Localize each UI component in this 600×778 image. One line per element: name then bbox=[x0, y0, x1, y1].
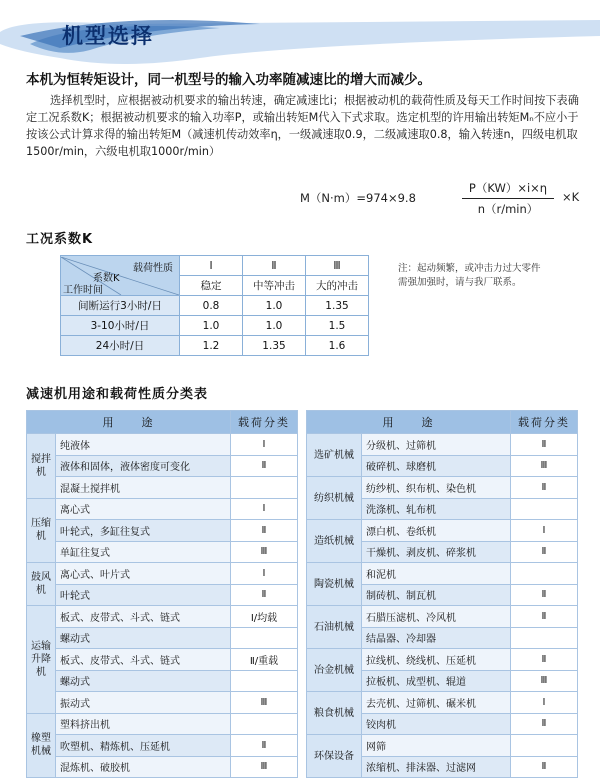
category-cell: 石油机械 bbox=[307, 606, 362, 649]
load-class-cell: Ⅱ bbox=[231, 735, 298, 757]
k-value: 1.0 bbox=[180, 316, 243, 336]
load-class-cell: Ⅱ bbox=[231, 520, 298, 542]
load-class-cell: Ⅰ/均载 bbox=[231, 606, 298, 628]
level-numeral: Ⅰ bbox=[180, 256, 243, 276]
use-cell: 网筛 bbox=[362, 735, 511, 757]
table-row bbox=[27, 541, 298, 563]
load-class-cell bbox=[511, 563, 578, 585]
category-cell: 橡塑机械 bbox=[27, 713, 56, 778]
category-cell: 冶金机械 bbox=[307, 649, 362, 692]
k-table-note: 注：起动频繁，或冲击力过大零件需强加强时，请与我厂联系。 bbox=[398, 263, 541, 288]
use-cell: 叶轮式，多缸往复式 bbox=[56, 520, 231, 542]
diag-label-k: 系数K bbox=[93, 272, 120, 284]
k-factor-table bbox=[60, 255, 369, 356]
use-cell: 离心式 bbox=[56, 498, 231, 520]
load-class-cell: Ⅲ bbox=[231, 692, 298, 714]
class-table-left bbox=[26, 410, 298, 778]
class-table-right bbox=[306, 410, 578, 778]
k-table-corner bbox=[61, 256, 180, 296]
column-header-load: 载荷分类 bbox=[231, 411, 298, 434]
table-row bbox=[61, 336, 369, 356]
table-row bbox=[27, 713, 298, 735]
diag-label-time: 工作时间 bbox=[63, 284, 103, 295]
use-cell: 离心式、叶片式 bbox=[56, 563, 231, 585]
column-header-use: 用 途 bbox=[27, 411, 231, 434]
use-cell: 混凝土搅拌机 bbox=[56, 477, 231, 499]
use-cell: 单缸往复式 bbox=[56, 541, 231, 563]
load-class-cell bbox=[231, 670, 298, 692]
level-name: 大的冲击 bbox=[306, 276, 369, 296]
use-cell: 分级机、过筛机 bbox=[362, 434, 511, 456]
row-label: 间断运行3小时/日 bbox=[61, 296, 180, 316]
table-row bbox=[307, 649, 578, 671]
level-name: 稳定 bbox=[180, 276, 243, 296]
headline: 本机为恒转矩设计，同一机型号的输入功率随减速比的增大而减少。 bbox=[26, 72, 431, 88]
category-cell: 选矿机械 bbox=[307, 434, 362, 477]
load-class-cell: Ⅱ bbox=[511, 606, 578, 628]
load-class-cell: Ⅱ bbox=[511, 584, 578, 606]
table-row bbox=[27, 692, 298, 714]
intro-paragraph: 选择机型时，应根据被动机要求的输出转速，确定减速比i；根据被动机的载荷性质及每天工作时间按下表确定工况系数K；根据被动机要求的输入功率P，或输出转矩M代入下式求取。选定机型的许用输出转矩Mₙ不应小于按该公式计算求得的输出转矩M（减速机传动效率η，一级减速取0.9，二级减速取0.8，输入转速n，四级电机取1500r/min，六级电机取1000r/min） bbox=[26, 94, 579, 158]
use-cell: 制砖机、制瓦机 bbox=[362, 584, 511, 606]
load-class-cell: Ⅱ bbox=[511, 649, 578, 671]
table-row bbox=[307, 563, 578, 585]
table-row bbox=[27, 584, 298, 606]
load-class-cell bbox=[231, 477, 298, 499]
table-row bbox=[61, 316, 369, 336]
formula-lhs: M（N·m）=974×9.8 bbox=[300, 191, 416, 205]
use-cell: 拉线机、绕线机、压延机 bbox=[362, 649, 511, 671]
category-cell: 粮食机械 bbox=[307, 692, 362, 735]
category-cell: 鼓风机 bbox=[27, 563, 56, 606]
k-value: 1.6 bbox=[306, 336, 369, 356]
load-class-cell bbox=[511, 498, 578, 520]
category-cell: 纺织机械 bbox=[307, 477, 362, 520]
use-cell: 破碎机、球磨机 bbox=[362, 455, 511, 477]
k-value: 1.0 bbox=[243, 296, 306, 316]
use-cell: 液体和固体，液体密度可变化 bbox=[56, 455, 231, 477]
load-class-cell: Ⅱ bbox=[511, 477, 578, 499]
use-cell: 板式、皮带式、斗式、链式 bbox=[56, 649, 231, 671]
table-row bbox=[27, 520, 298, 542]
use-cell: 干燥机、剥皮机、碎浆机 bbox=[362, 541, 511, 563]
table-row bbox=[27, 606, 298, 628]
load-class-cell bbox=[231, 713, 298, 735]
table-row bbox=[61, 296, 369, 316]
table-row bbox=[27, 434, 298, 456]
category-cell: 压缩机 bbox=[27, 498, 56, 563]
formula-rhs: ×K bbox=[562, 190, 580, 204]
use-cell: 拉板机、成型机、辊道 bbox=[362, 670, 511, 692]
load-class-cell bbox=[511, 627, 578, 649]
torque-formula bbox=[300, 180, 590, 216]
use-cell: 浓缩机、排沫器、过滤网 bbox=[362, 756, 511, 778]
load-class-cell: Ⅰ bbox=[231, 563, 298, 585]
use-cell: 吹塑机、精炼机、压延机 bbox=[56, 735, 231, 757]
diag-label-load: 载荷性质 bbox=[133, 262, 173, 274]
use-cell: 漂白机、卷纸机 bbox=[362, 520, 511, 542]
use-cell: 结晶器、冷却器 bbox=[362, 627, 511, 649]
column-header-load: 载荷分类 bbox=[511, 411, 578, 434]
table-row bbox=[307, 606, 578, 628]
load-class-cell: Ⅱ bbox=[511, 541, 578, 563]
table-row bbox=[307, 735, 578, 757]
load-class-cell: Ⅲ bbox=[511, 455, 578, 477]
category-cell: 搅拌机 bbox=[27, 434, 56, 499]
table-row bbox=[27, 477, 298, 499]
level-name: 中等冲击 bbox=[243, 276, 306, 296]
load-class-cell bbox=[511, 735, 578, 757]
category-cell: 陶瓷机械 bbox=[307, 563, 362, 606]
table-row bbox=[27, 756, 298, 778]
load-class-cell: Ⅱ bbox=[231, 584, 298, 606]
k-value: 1.35 bbox=[306, 296, 369, 316]
load-class-cell: Ⅰ bbox=[231, 434, 298, 456]
table-row bbox=[27, 498, 298, 520]
use-cell: 和泥机 bbox=[362, 563, 511, 585]
table-row bbox=[307, 692, 578, 714]
load-class-cell: Ⅱ bbox=[511, 434, 578, 456]
table-row bbox=[27, 649, 298, 671]
formula-denominator: n（r/min） bbox=[477, 202, 539, 216]
k-value: 1.5 bbox=[306, 316, 369, 336]
use-cell: 振动式 bbox=[56, 692, 231, 714]
level-numeral: Ⅲ bbox=[306, 256, 369, 276]
load-class-cell bbox=[231, 627, 298, 649]
use-cell: 纯液体 bbox=[56, 434, 231, 456]
load-class-cell: Ⅲ bbox=[231, 541, 298, 563]
table-row bbox=[27, 670, 298, 692]
category-cell: 造纸机械 bbox=[307, 520, 362, 563]
use-cell: 螺动式 bbox=[56, 627, 231, 649]
load-class-cell: Ⅰ bbox=[511, 692, 578, 714]
use-cell: 叶轮式 bbox=[56, 584, 231, 606]
k-value: 0.8 bbox=[180, 296, 243, 316]
formula-numerator: P（KW）×i×η bbox=[462, 180, 554, 199]
load-class-cell: Ⅲ bbox=[231, 756, 298, 778]
k-value: 1.35 bbox=[243, 336, 306, 356]
load-class-cell: Ⅱ bbox=[511, 756, 578, 778]
use-cell: 塑料挤出机 bbox=[56, 713, 231, 735]
row-label: 3-10小时/日 bbox=[61, 316, 180, 336]
category-cell: 环保设备 bbox=[307, 735, 362, 778]
k-value: 1.2 bbox=[180, 336, 243, 356]
table-row bbox=[27, 735, 298, 757]
load-class-cell: Ⅱ bbox=[511, 713, 578, 735]
k-value: 1.0 bbox=[243, 316, 306, 336]
use-cell: 石腊压滤机、冷风机 bbox=[362, 606, 511, 628]
load-class-cell: Ⅱ bbox=[231, 455, 298, 477]
page-title: 机型选择 bbox=[62, 24, 154, 48]
use-cell: 纺纱机、织布机、染色机 bbox=[362, 477, 511, 499]
table-row bbox=[27, 627, 298, 649]
use-cell: 板式、皮带式、斗式、链式 bbox=[56, 606, 231, 628]
use-cell: 洗涤机、轧布机 bbox=[362, 498, 511, 520]
table-row bbox=[27, 563, 298, 585]
use-cell: 螺动式 bbox=[56, 670, 231, 692]
table-row bbox=[27, 455, 298, 477]
category-cell: 运输升降机 bbox=[27, 606, 56, 714]
use-cell: 去壳机、过筛机、碾米机 bbox=[362, 692, 511, 714]
class-table-title: 减速机用途和载荷性质分类表 bbox=[26, 387, 209, 402]
load-class-cell: Ⅲ bbox=[511, 670, 578, 692]
load-class-cell: Ⅰ bbox=[511, 520, 578, 542]
load-class-cell: Ⅰ bbox=[231, 498, 298, 520]
load-class-cell: Ⅱ/重载 bbox=[231, 649, 298, 671]
row-label: 24小时/日 bbox=[61, 336, 180, 356]
table-row bbox=[307, 434, 578, 456]
column-header-use: 用 途 bbox=[307, 411, 511, 434]
formula-fraction bbox=[462, 180, 554, 217]
level-numeral: Ⅱ bbox=[243, 256, 306, 276]
use-cell: 铰肉机 bbox=[362, 713, 511, 735]
table-row bbox=[307, 520, 578, 542]
table-row bbox=[307, 477, 578, 499]
k-table-title: 工况系数K bbox=[26, 232, 94, 247]
use-cell: 混炼机、破胶机 bbox=[56, 756, 231, 778]
